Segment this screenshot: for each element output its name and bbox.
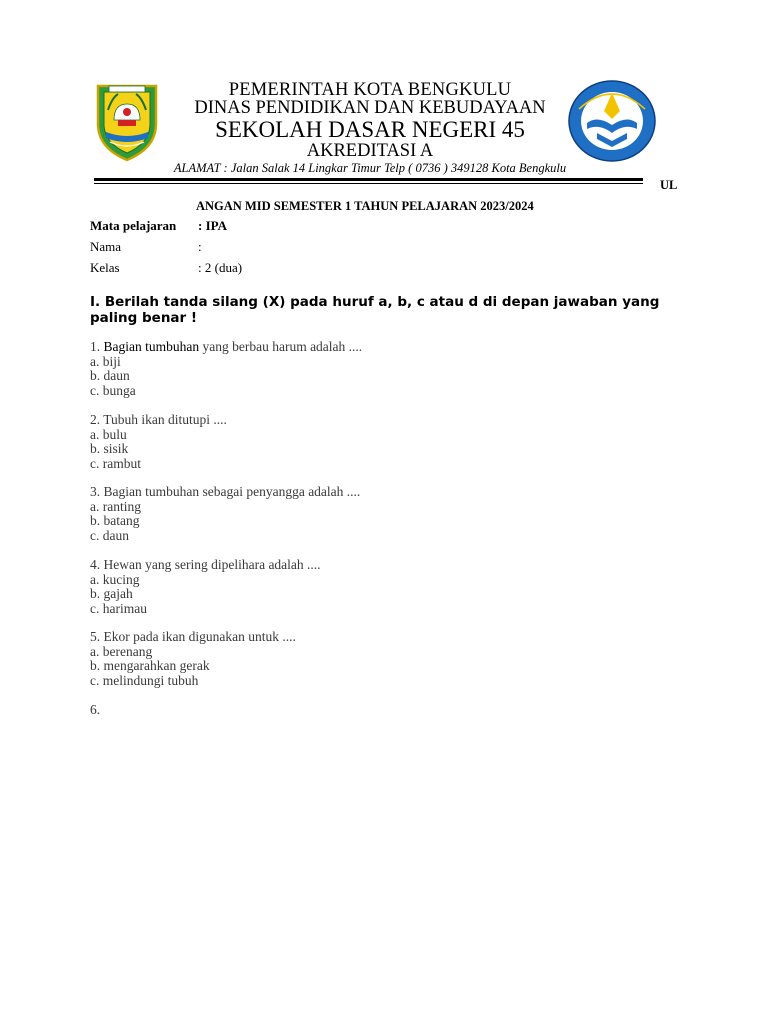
- question-stem: [90, 703, 100, 718]
- section-instruction: I. Berilah tanda silang (X) pada huruf a, b, c atau d di depan jawaban yang paling benar !: [90, 294, 660, 326]
- question-text: Ekor pada ikan digunakan untuk ....: [103, 629, 296, 644]
- question-number: 3.: [90, 484, 101, 499]
- answer-option-c: c. bunga: [90, 382, 136, 398]
- info-row-name: [90, 239, 202, 255]
- question-number: 2.: [90, 412, 101, 427]
- question-text: Tubuh ikan ditutupi ....: [103, 412, 227, 427]
- header-divider-thick: [94, 178, 643, 181]
- answer-option-c: c. harimau: [90, 600, 147, 616]
- question-1: [90, 340, 362, 398]
- bengkulu-city-emblem-icon: [94, 80, 160, 162]
- header-government-line: PEMERINTAH KOTA BENGKULU: [228, 80, 512, 100]
- header-school-name: SEKOLAH DASAR NEGERI 45: [215, 117, 525, 142]
- answer-option-b: b. gajah: [90, 586, 133, 602]
- info-value: :: [198, 239, 202, 254]
- question-text: yang berbau harum adalah ....: [199, 339, 363, 354]
- answer-option-b: b. batang: [90, 513, 140, 529]
- info-label: Kelas: [90, 260, 120, 275]
- info-value: : 2 (dua): [198, 260, 243, 275]
- answer-option-c: c. melindungi tubuh: [90, 672, 199, 688]
- question-number: 1.: [90, 339, 101, 354]
- question-stem: [90, 630, 296, 645]
- question-4: [90, 558, 321, 616]
- exam-title: ANGAN MID SEMESTER 1 TAHUN PELAJARAN 2023/2024: [196, 199, 534, 213]
- info-label: Mata pelajaran: [90, 218, 177, 233]
- question-stem: [90, 558, 321, 573]
- question-stem: [90, 485, 360, 500]
- question-number: 4.: [90, 557, 101, 572]
- question-stem: [90, 340, 362, 355]
- info-value: : IPA: [198, 218, 228, 233]
- answer-option-b: b. mengarahkan gerak: [90, 658, 210, 674]
- question-6: [90, 703, 100, 718]
- info-row-subject: [90, 218, 227, 234]
- header-address: ALAMAT : Jalan Salak 14 Lingkar Timur Telp ( 0736 ) 349128 Kota Bengkulu: [173, 161, 567, 175]
- answer-option-a: a. biji: [90, 353, 121, 369]
- question-lead: Bagian tumbuhan: [103, 339, 200, 354]
- question-text: Bagian tumbuhan sebagai penyangga adalah ....: [103, 484, 361, 499]
- answer-option-a: a. ranting: [90, 498, 141, 514]
- header-divider-thin: [94, 183, 643, 184]
- question-2: [90, 413, 227, 471]
- answer-option-b: b. sisik: [90, 441, 129, 457]
- question-number: 5.: [90, 629, 101, 644]
- answer-option-a: a. kucing: [90, 571, 140, 587]
- answer-option-a: a. bulu: [90, 426, 127, 442]
- info-label: Nama: [90, 239, 122, 254]
- question-text: Hewan yang sering dipelihara adalah ....: [103, 557, 321, 572]
- answer-option-b: b. daun: [90, 368, 130, 384]
- question-number: 6.: [90, 702, 101, 717]
- answer-option-a: a. berenang: [90, 643, 153, 659]
- tut-wuri-handayani-emblem-icon: [567, 79, 657, 163]
- answer-option-c: c. daun: [90, 527, 129, 543]
- title-fragment-ul: UL: [660, 178, 678, 192]
- question-5: [90, 630, 296, 688]
- question-stem: [90, 413, 227, 428]
- header-accreditation: AKREDITASI A: [306, 141, 434, 161]
- info-row-class: [90, 260, 242, 276]
- header-department-line: DINAS PENDIDIKAN DAN KEBUDAYAAN: [194, 98, 546, 118]
- question-3: [90, 485, 360, 543]
- answer-option-c: c. rambut: [90, 455, 141, 471]
